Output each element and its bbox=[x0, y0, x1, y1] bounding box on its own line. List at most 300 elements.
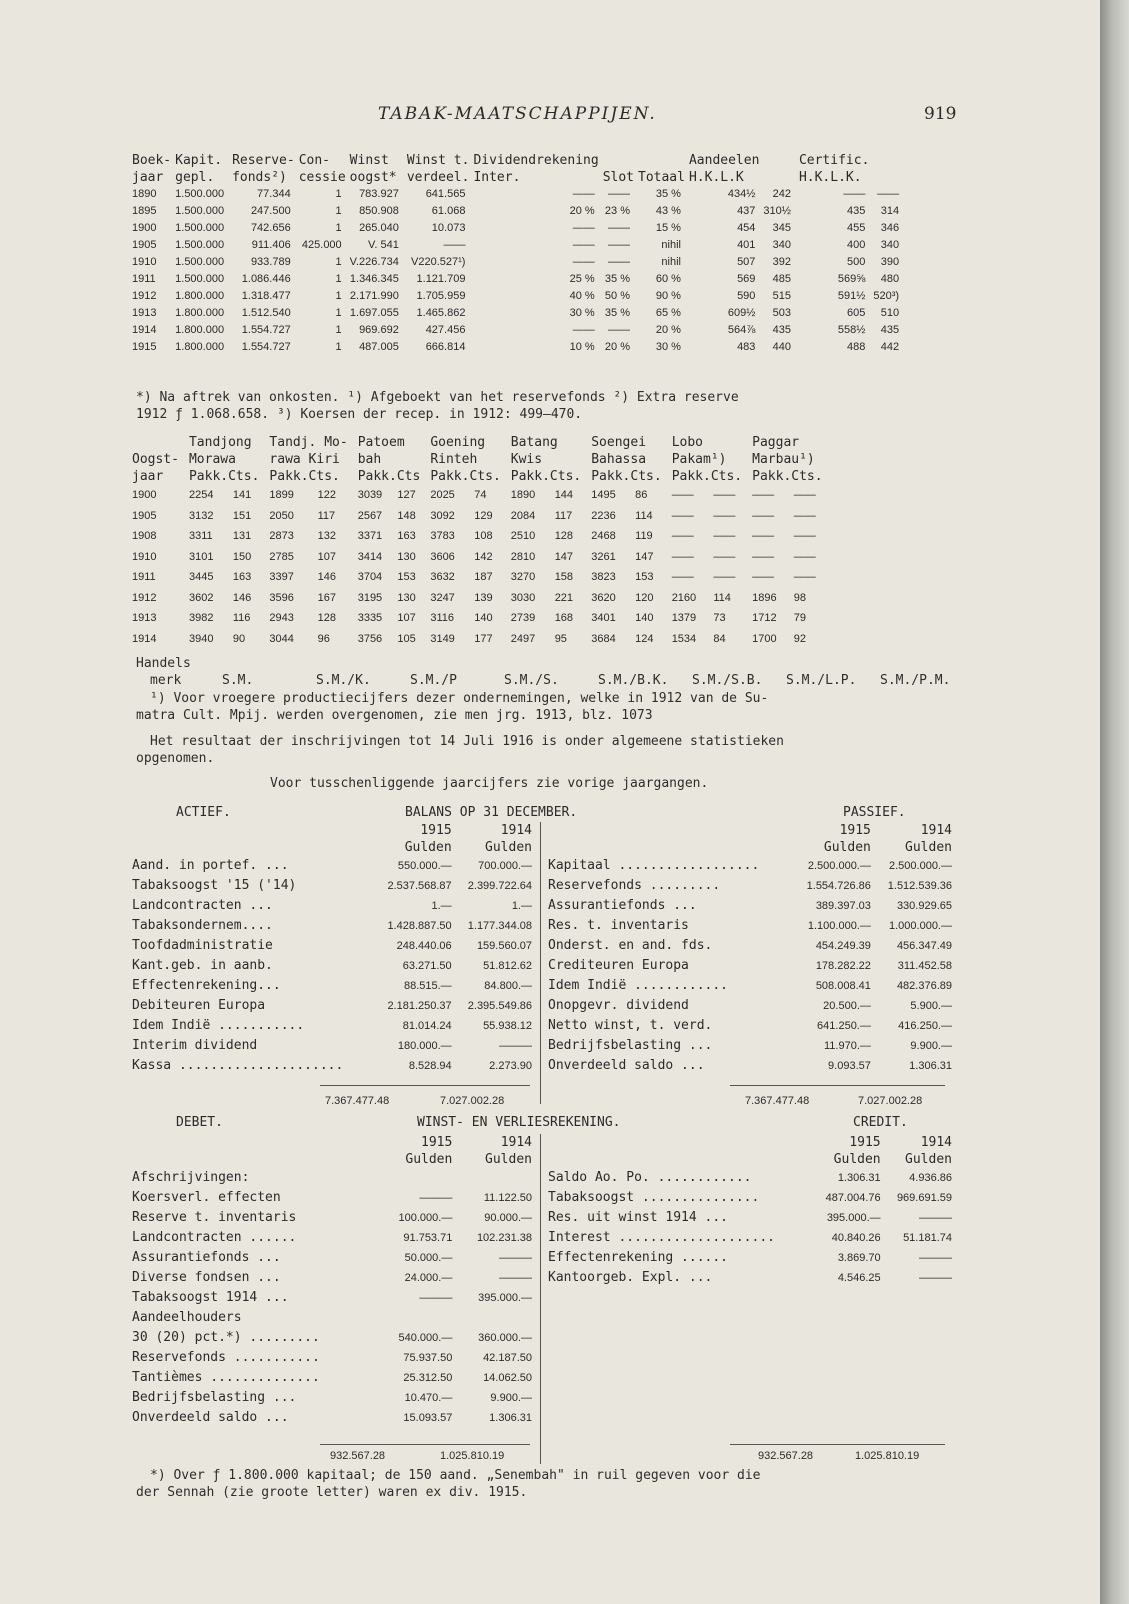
table-cell: 1.800.000 bbox=[175, 324, 225, 336]
column-header: H.K.L.K. bbox=[798, 170, 862, 185]
table-cell: 500 bbox=[847, 256, 866, 268]
table-cell: 3632 bbox=[430, 571, 455, 583]
ledger-value-1914: 1.— bbox=[511, 900, 532, 912]
ledger-value-1915: 1.306.31 bbox=[837, 1172, 881, 1184]
table-cell: 131 bbox=[232, 530, 252, 542]
column-header bbox=[638, 152, 689, 169]
ledger-value-1914: 55.938.12 bbox=[483, 1020, 532, 1032]
footnote-1: ¹) Voor vroegere productiecijfers dezer ondernemingen, welke in 1912 van de Su- bbox=[150, 691, 769, 706]
footnote-2: matra Cult. Mpij. werden overgenomen, zie men jrg. 1913, blz. 1073 bbox=[136, 708, 653, 723]
table-cell: 127 bbox=[397, 489, 416, 501]
table-cell: 2254 bbox=[188, 489, 214, 501]
table-cell: 1 bbox=[335, 307, 342, 319]
table-cell: —— bbox=[713, 571, 736, 583]
table-cell: 425.000 bbox=[301, 239, 342, 251]
ledger-value-1914: 1.177.344.08 bbox=[467, 920, 532, 932]
table-cell: 1 bbox=[335, 205, 342, 217]
column-header: Oogst- bbox=[132, 452, 179, 467]
ledger-row bbox=[132, 1056, 532, 1076]
table-cell: 310½ bbox=[763, 205, 791, 217]
table-cell: 3704 bbox=[357, 571, 383, 583]
ledger-row bbox=[132, 1368, 532, 1388]
table-cell: 666.814 bbox=[425, 341, 466, 353]
table-cell: 2810 bbox=[510, 550, 536, 563]
table1-note-1: *) Na aftrek van onkosten. ¹) Afgeboekt van het reservefonds ²) Extra reserve bbox=[136, 390, 739, 405]
pl-total-right-1915: 932.567.28 bbox=[758, 1450, 814, 1462]
table-cell: 148 bbox=[397, 509, 416, 522]
table-row bbox=[132, 567, 833, 588]
table-cell: 128 bbox=[317, 612, 336, 624]
column-header: Pakk.Cts. bbox=[591, 469, 662, 484]
table-cell: 346 bbox=[880, 222, 900, 234]
spacer bbox=[548, 1134, 809, 1151]
ledger-value-1914: 311.452.58 bbox=[897, 960, 952, 972]
ledger-value-1915: 9.093.57 bbox=[828, 1060, 871, 1072]
table-cell: 20 % bbox=[655, 324, 681, 336]
table-cell: 1910 bbox=[132, 550, 157, 563]
table-row bbox=[132, 305, 907, 322]
table-cell: 20 % bbox=[569, 205, 595, 217]
ledger-value-1914: 90.000.— bbox=[484, 1212, 532, 1224]
ledger-label: Kapitaal .................. bbox=[548, 858, 760, 873]
header-row bbox=[132, 152, 907, 169]
column-header: Patoem bbox=[357, 435, 405, 450]
unit-label: Gulden bbox=[485, 1152, 532, 1167]
table-cell: 221 bbox=[554, 591, 574, 604]
ledger-label: Res. uit winst 1914 ... bbox=[548, 1210, 729, 1225]
ledger-value-1915 bbox=[374, 1308, 452, 1328]
table-cell: 483 bbox=[737, 341, 756, 353]
table-cell: 107 bbox=[317, 550, 336, 563]
table-cell: 400 bbox=[847, 239, 866, 251]
table-row bbox=[132, 288, 907, 305]
table-cell: —— bbox=[793, 550, 816, 563]
table-row bbox=[132, 186, 907, 203]
table-cell: 3371 bbox=[357, 530, 383, 542]
year-header-row bbox=[132, 822, 532, 839]
table-cell: 783.927 bbox=[359, 188, 399, 200]
table-cell: —— bbox=[793, 530, 816, 542]
header-row bbox=[132, 451, 833, 468]
ledger-value-1914: 2.273.90 bbox=[489, 1060, 532, 1072]
merk-cell: S.M./K. bbox=[316, 673, 371, 688]
ledger-label: Onderst. en and. fds. bbox=[548, 938, 713, 953]
table-cell: 3401 bbox=[591, 612, 616, 624]
merk-cell: S.M./S.B. bbox=[692, 673, 763, 688]
ledger-label: Onverdeeld saldo ... bbox=[132, 1410, 289, 1425]
ledger-row bbox=[548, 1248, 952, 1268]
table-cell: 3132 bbox=[188, 509, 214, 522]
table-cell: 3247 bbox=[430, 591, 455, 604]
column-header bbox=[763, 152, 799, 169]
table-cell: 3261 bbox=[591, 550, 616, 563]
table-cell: —— bbox=[671, 509, 694, 522]
ledger-label: Crediteuren Europa bbox=[548, 958, 689, 973]
column-header: jaar bbox=[132, 170, 164, 185]
table-cell: —— bbox=[713, 550, 736, 563]
table-cell: 1.500.000 bbox=[175, 222, 225, 234]
unit-header-row bbox=[132, 1151, 532, 1168]
page-number: 919 bbox=[924, 104, 957, 124]
table-cell: 3397 bbox=[269, 571, 294, 583]
table-cell: 435 bbox=[772, 324, 791, 336]
column-header: verdeel. bbox=[406, 170, 470, 185]
table-cell: 1.697.055 bbox=[349, 307, 399, 319]
table-cell: 1 bbox=[335, 188, 342, 200]
ledger-label: Toofdadministratie bbox=[132, 938, 273, 953]
ledger-label: Idem Indië ........... bbox=[132, 1018, 305, 1033]
table-cell: 2468 bbox=[591, 530, 616, 542]
table-cell: 401 bbox=[737, 239, 756, 251]
ledger-label: Reserve t. inventaris bbox=[132, 1210, 297, 1225]
table-cell: 1379 bbox=[671, 612, 697, 624]
unit-label: Gulden bbox=[485, 840, 532, 855]
column-header: Winst t. bbox=[406, 153, 470, 168]
table-cell: 142 bbox=[474, 550, 493, 563]
table-cell: 130 bbox=[397, 550, 416, 563]
merk-cell: S.M./L.P. bbox=[786, 673, 857, 688]
table-cell: 117 bbox=[554, 509, 573, 522]
table-cell: 20 % bbox=[604, 341, 630, 353]
table-cell: —— bbox=[443, 239, 466, 251]
table-cell: 1908 bbox=[132, 530, 157, 542]
table-cell: 2.171.990 bbox=[349, 290, 399, 302]
ledger-value-1915: 1.100.000.— bbox=[807, 920, 871, 932]
ledger-row bbox=[132, 1208, 532, 1228]
header-row bbox=[132, 468, 833, 485]
footnote-3: Het resultaat der inschrijvingen tot 14 Juli 1916 is onder algemeene statistieken bbox=[150, 734, 784, 749]
ledger-value-1915: 100.000.— bbox=[398, 1212, 453, 1224]
table-cell: 3116 bbox=[430, 612, 454, 624]
ledger-row bbox=[548, 1168, 952, 1188]
unit-header-row bbox=[548, 1151, 952, 1168]
ledger-label: Reservefonds ........... bbox=[132, 1350, 320, 1365]
table-cell: 2510 bbox=[510, 530, 536, 542]
ledger-row bbox=[132, 1268, 532, 1288]
table-cell: —— bbox=[793, 489, 816, 501]
ledger-row bbox=[132, 996, 532, 1016]
table-cell: 442 bbox=[880, 341, 900, 353]
ledger-value-1914: 395.000.— bbox=[478, 1292, 532, 1304]
table-cell: 132 bbox=[317, 530, 336, 542]
table-cell: 124 bbox=[635, 632, 654, 645]
table-cell: 92 bbox=[793, 632, 807, 645]
table-cell: 117 bbox=[317, 509, 336, 522]
table-cell: 1.086.446 bbox=[241, 273, 291, 285]
year-1914: 1914 bbox=[500, 1135, 532, 1150]
ledger-value-1915: 88.515.— bbox=[403, 980, 452, 992]
ledger-row bbox=[548, 896, 952, 916]
credit-title: CREDIT. bbox=[853, 1115, 908, 1130]
table-cell: 122 bbox=[317, 489, 336, 501]
ledger-label: Aand. in portef. ... bbox=[132, 858, 289, 873]
unit-header-row bbox=[132, 839, 532, 856]
table-cell: 144 bbox=[554, 489, 574, 501]
table-cell: 86 bbox=[635, 489, 648, 501]
column-header: Pakk.Cts. bbox=[671, 469, 743, 484]
table-cell: 50 % bbox=[604, 290, 630, 302]
ledger-label: Kassa ..................... bbox=[132, 1058, 344, 1073]
table-cell: 168 bbox=[554, 612, 574, 624]
column-header: cessie bbox=[298, 170, 346, 185]
ledger-value-1914: 51.181.74 bbox=[903, 1232, 952, 1244]
table-row bbox=[132, 629, 833, 650]
ledger-label: Kant.geb. in aanb. bbox=[132, 958, 273, 973]
ledger-value-1914: ——— bbox=[499, 1252, 532, 1264]
table-cell: 114 bbox=[713, 591, 731, 604]
table-cell: 3039 bbox=[357, 489, 383, 501]
balance-total-left-1915: 7.367.477.48 bbox=[325, 1095, 390, 1107]
table-cell: 98 bbox=[793, 591, 807, 604]
merk-cell: S.M./S. bbox=[504, 673, 559, 688]
table-row bbox=[132, 322, 907, 339]
ledger-row bbox=[132, 896, 532, 916]
table-cell: 1.500.000 bbox=[175, 256, 225, 268]
column-header bbox=[132, 434, 189, 451]
table-cell: —— bbox=[713, 489, 736, 501]
ledger-label: Aandeelhouders bbox=[132, 1310, 242, 1325]
table-cell: 590 bbox=[737, 290, 756, 302]
ledger-label: Bedrijfsbelasting ... bbox=[548, 1038, 713, 1053]
ledger-value-1914: ——— bbox=[919, 1252, 952, 1264]
ledger-row bbox=[132, 1036, 532, 1056]
ledger-label: Assurantiefonds ... bbox=[548, 898, 697, 913]
column-header: oogst* bbox=[349, 170, 397, 185]
table-cell: 1911 bbox=[132, 571, 156, 583]
table-cell: 435 bbox=[847, 205, 866, 217]
table-cell: 314 bbox=[880, 205, 900, 217]
table-cell: 3684 bbox=[591, 632, 616, 645]
table-cell: 1890 bbox=[132, 188, 157, 200]
ledger-value-1914: 159.560.07 bbox=[476, 940, 532, 952]
company-results-table bbox=[132, 152, 907, 356]
table-cell: 3092 bbox=[430, 509, 455, 522]
table-cell: 1.500.000 bbox=[175, 205, 225, 217]
table-cell: 146 bbox=[232, 591, 252, 604]
table-cell: 1912 bbox=[132, 591, 157, 604]
ledger-label: Tabaksoogst 1914 ... bbox=[132, 1290, 289, 1305]
pl-total-left-1914: 1.025.810.19 bbox=[440, 1450, 505, 1462]
table-cell: 3756 bbox=[357, 632, 383, 645]
table-cell: 95 bbox=[554, 632, 567, 645]
column-header: Pakam¹) bbox=[671, 452, 727, 467]
ledger-value-1914: 2.399.722.64 bbox=[467, 880, 532, 892]
ledger-value-1915: 540.000.— bbox=[398, 1332, 453, 1344]
table-cell: 1913 bbox=[132, 612, 157, 624]
table-cell: 569⅝ bbox=[837, 273, 866, 285]
table-cell: 487.005 bbox=[359, 341, 399, 353]
table-cell: —— bbox=[608, 239, 630, 251]
merk-cell: S.M./P.M. bbox=[880, 673, 951, 688]
table-cell: 2943 bbox=[269, 612, 294, 624]
column-header bbox=[873, 169, 907, 186]
balance-rule-left bbox=[320, 1085, 530, 1086]
table-cell: 969.692 bbox=[359, 324, 399, 336]
column-header: Slot bbox=[602, 170, 634, 185]
table-cell: 3602 bbox=[188, 591, 214, 604]
table-cell: —— bbox=[843, 188, 866, 200]
table-cell: 3620 bbox=[591, 591, 616, 604]
pl-rule-left bbox=[320, 1444, 530, 1445]
merk-row bbox=[150, 672, 974, 689]
column-header: Reserve- bbox=[232, 153, 295, 168]
pl-rule-right bbox=[730, 1444, 945, 1445]
table-cell: 1915 bbox=[132, 341, 157, 353]
ledger-row bbox=[132, 1168, 532, 1188]
column-header: Pakk.Cts. bbox=[510, 469, 582, 484]
table-cell: 1899 bbox=[269, 489, 294, 501]
table-cell: 1.500.000 bbox=[175, 239, 225, 251]
ledger-label: Effectenrekening ...... bbox=[548, 1250, 729, 1265]
unit-label: Gulden bbox=[905, 1152, 952, 1167]
table-cell: 1712 bbox=[752, 612, 777, 624]
ledger-value-1915: 50.000.— bbox=[404, 1252, 453, 1264]
table-cell: 114 bbox=[635, 509, 653, 522]
ledger-row bbox=[548, 936, 952, 956]
ledger-value-1915: 2.181.250.37 bbox=[387, 1000, 452, 1012]
table-row bbox=[132, 271, 907, 288]
ledger-row bbox=[548, 1188, 952, 1208]
ledger-label: Idem Indië ............ bbox=[548, 978, 729, 993]
ledger-value-1915: 15.093.57 bbox=[403, 1412, 453, 1424]
table-cell: 3445 bbox=[188, 571, 214, 583]
ledger-value-1915: 2.500.000.— bbox=[807, 860, 871, 872]
ledger-label: Afschrijvingen: bbox=[132, 1170, 250, 1185]
table-cell: V.226.734 bbox=[349, 256, 399, 268]
final-note-2: der Sennah (zie groote letter) waren ex div. 1915. bbox=[136, 1485, 528, 1500]
ledger-value-1915: 550.000.— bbox=[397, 860, 452, 872]
footnote-4: opgenomen. bbox=[136, 751, 215, 766]
table-cell: 139 bbox=[474, 591, 493, 604]
table-cell: 1895 bbox=[132, 205, 157, 217]
column-header: Lobo bbox=[671, 435, 703, 450]
column-header: Paggar bbox=[752, 435, 800, 450]
table1-note-2: 1912 ƒ 1.068.658. ³) Koersen der recep. in 1912: 499—470. bbox=[136, 407, 583, 422]
column-header: Marbau¹) bbox=[752, 452, 815, 467]
ledger-value-1914: 2.395.549.86 bbox=[467, 1000, 532, 1012]
table-cell: 116 bbox=[232, 612, 251, 624]
ledger-value-1915: 3.869.70 bbox=[837, 1252, 881, 1264]
ledger-row bbox=[548, 996, 952, 1016]
spacer bbox=[132, 1151, 374, 1168]
ledger-value-1914: 1.306.31 bbox=[489, 1412, 532, 1424]
table-cell: 3101 bbox=[188, 550, 214, 563]
table-cell: 1.121.709 bbox=[416, 273, 466, 285]
table-cell: 742.656 bbox=[250, 222, 291, 234]
table-cell: 591½ bbox=[837, 290, 866, 302]
table-cell: 1.800.000 bbox=[175, 290, 225, 302]
ledger-label: Reservefonds ......... bbox=[548, 878, 721, 893]
table-row bbox=[132, 608, 833, 629]
table-cell: 3783 bbox=[430, 530, 455, 542]
column-header bbox=[603, 152, 638, 169]
ledger-value-1915: 20.500.— bbox=[823, 1000, 871, 1012]
table-cell: 73 bbox=[713, 612, 726, 624]
ledger-value-1914: ——— bbox=[919, 1212, 952, 1224]
column-header: Aandeelen bbox=[688, 153, 760, 168]
table-cell: 119 bbox=[635, 530, 653, 542]
merk-cell: merk bbox=[150, 673, 182, 688]
ledger-value-1914: 700.000.— bbox=[478, 860, 532, 872]
column-header: Pakk.Cts bbox=[357, 469, 421, 484]
ledger-label: Interim dividend bbox=[132, 1038, 258, 1053]
table-cell: 485 bbox=[772, 273, 791, 285]
footnote-5: Voor tusschenliggende jaarcijfers zie vorige jaargangen. bbox=[270, 776, 709, 791]
table-cell: 30 % bbox=[655, 341, 681, 353]
table-cell: 3606 bbox=[430, 550, 455, 563]
table-cell: —— bbox=[572, 239, 595, 251]
column-header: jaar bbox=[132, 469, 164, 484]
ledger-value-1915: 10.470.— bbox=[404, 1392, 453, 1404]
table-cell: 1.500.000 bbox=[175, 188, 225, 200]
table-cell: 345 bbox=[772, 222, 791, 234]
ledger-value-1914: 51.812.62 bbox=[483, 960, 532, 972]
ledger-row bbox=[548, 876, 952, 896]
table-cell: 2025 bbox=[430, 489, 455, 501]
table-cell: —— bbox=[752, 509, 775, 522]
ledger-value-1915: 178.282.22 bbox=[815, 960, 871, 972]
ledger-value-1914: 84.800.— bbox=[484, 980, 532, 992]
table-cell: 2785 bbox=[269, 550, 294, 563]
table-cell: 43 % bbox=[655, 205, 681, 217]
table-cell: 129 bbox=[474, 509, 493, 522]
table-cell: 1.500.000 bbox=[175, 273, 225, 285]
ledger-row bbox=[132, 976, 532, 996]
ledger-value-1914: 330.929.65 bbox=[896, 900, 952, 912]
column-header: Pakk.Cts. bbox=[752, 469, 823, 484]
ledger-row bbox=[548, 1268, 952, 1288]
table-cell: 1911 bbox=[132, 273, 156, 285]
ledger-value-1915: 641.250.— bbox=[817, 1020, 871, 1032]
ledger-value-1915: 1.554.726.86 bbox=[806, 880, 871, 892]
column-header: H.K.L.K bbox=[688, 170, 744, 185]
table-cell: 3596 bbox=[269, 591, 294, 604]
table-row bbox=[132, 526, 833, 547]
ledger-row bbox=[548, 916, 952, 936]
table-cell: 3030 bbox=[510, 591, 536, 604]
table-cell: 79 bbox=[793, 612, 807, 624]
unit-header-row bbox=[548, 839, 952, 856]
table-cell: 242 bbox=[772, 188, 791, 200]
ledger-row bbox=[132, 856, 532, 876]
header-row bbox=[132, 434, 833, 451]
ledger-row bbox=[548, 956, 952, 976]
ledger-row bbox=[132, 1248, 532, 1268]
table-cell: 107 bbox=[397, 612, 416, 624]
table-cell: 10 % bbox=[569, 341, 595, 353]
ledger-value-1915: 75.937.50 bbox=[403, 1352, 453, 1364]
table-cell: —— bbox=[608, 324, 630, 336]
table-cell: 2567 bbox=[357, 509, 383, 522]
table-cell: 163 bbox=[397, 530, 416, 542]
ledger-value-1915: 24.000.— bbox=[404, 1272, 453, 1284]
year-1914: 1914 bbox=[920, 823, 952, 838]
ledger-label: Bedrijfsbelasting ... bbox=[132, 1390, 297, 1405]
table-cell: 1700 bbox=[752, 632, 777, 645]
ledger-value-1915: 4.546.25 bbox=[837, 1272, 881, 1284]
table-cell: 3940 bbox=[188, 632, 214, 645]
table-cell: 130 bbox=[397, 591, 416, 604]
table-cell: —— bbox=[752, 550, 775, 563]
table-cell: 455 bbox=[847, 222, 866, 234]
table-cell: 1534 bbox=[671, 632, 697, 645]
ledger-row bbox=[132, 876, 532, 896]
table-cell: 3414 bbox=[357, 550, 383, 563]
ledger-label: Onverdeeld saldo ... bbox=[548, 1058, 705, 1073]
table-cell: —— bbox=[671, 489, 694, 501]
column-header: gepl. bbox=[175, 170, 215, 185]
table-cell: 30 % bbox=[569, 307, 595, 319]
